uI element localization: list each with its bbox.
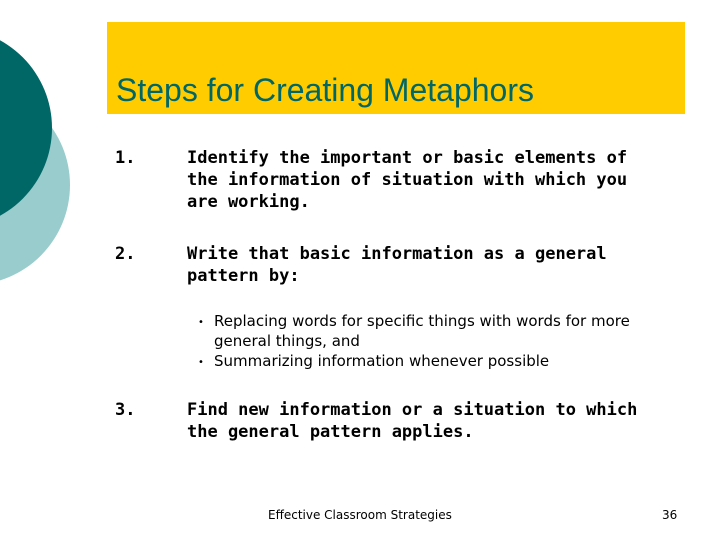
sub-point-text: Summarizing information whenever possible xyxy=(214,352,550,370)
sub-point-text: Replacing words for specific things with words for more general things, and xyxy=(214,312,630,350)
step-text: Write that basic information as a general pattern by: xyxy=(187,244,607,286)
step-number: 1. xyxy=(115,148,136,168)
page-number: 36 xyxy=(662,508,678,522)
step-text: Find new information or a situation to which the general pattern applies. xyxy=(187,400,638,442)
step-number: 3. xyxy=(115,400,136,420)
footer-text: Effective Classroom Strategies xyxy=(268,508,452,522)
decorative-circles xyxy=(0,0,110,300)
bullet-dot: • xyxy=(198,357,204,368)
step-number: 2. xyxy=(115,244,136,264)
step-text: Identify the important or basic elements of the information of situation with which you are working. xyxy=(187,148,628,212)
bullet-dot: • xyxy=(198,317,204,328)
slide-title: Steps for Creating Metaphors xyxy=(116,72,534,108)
